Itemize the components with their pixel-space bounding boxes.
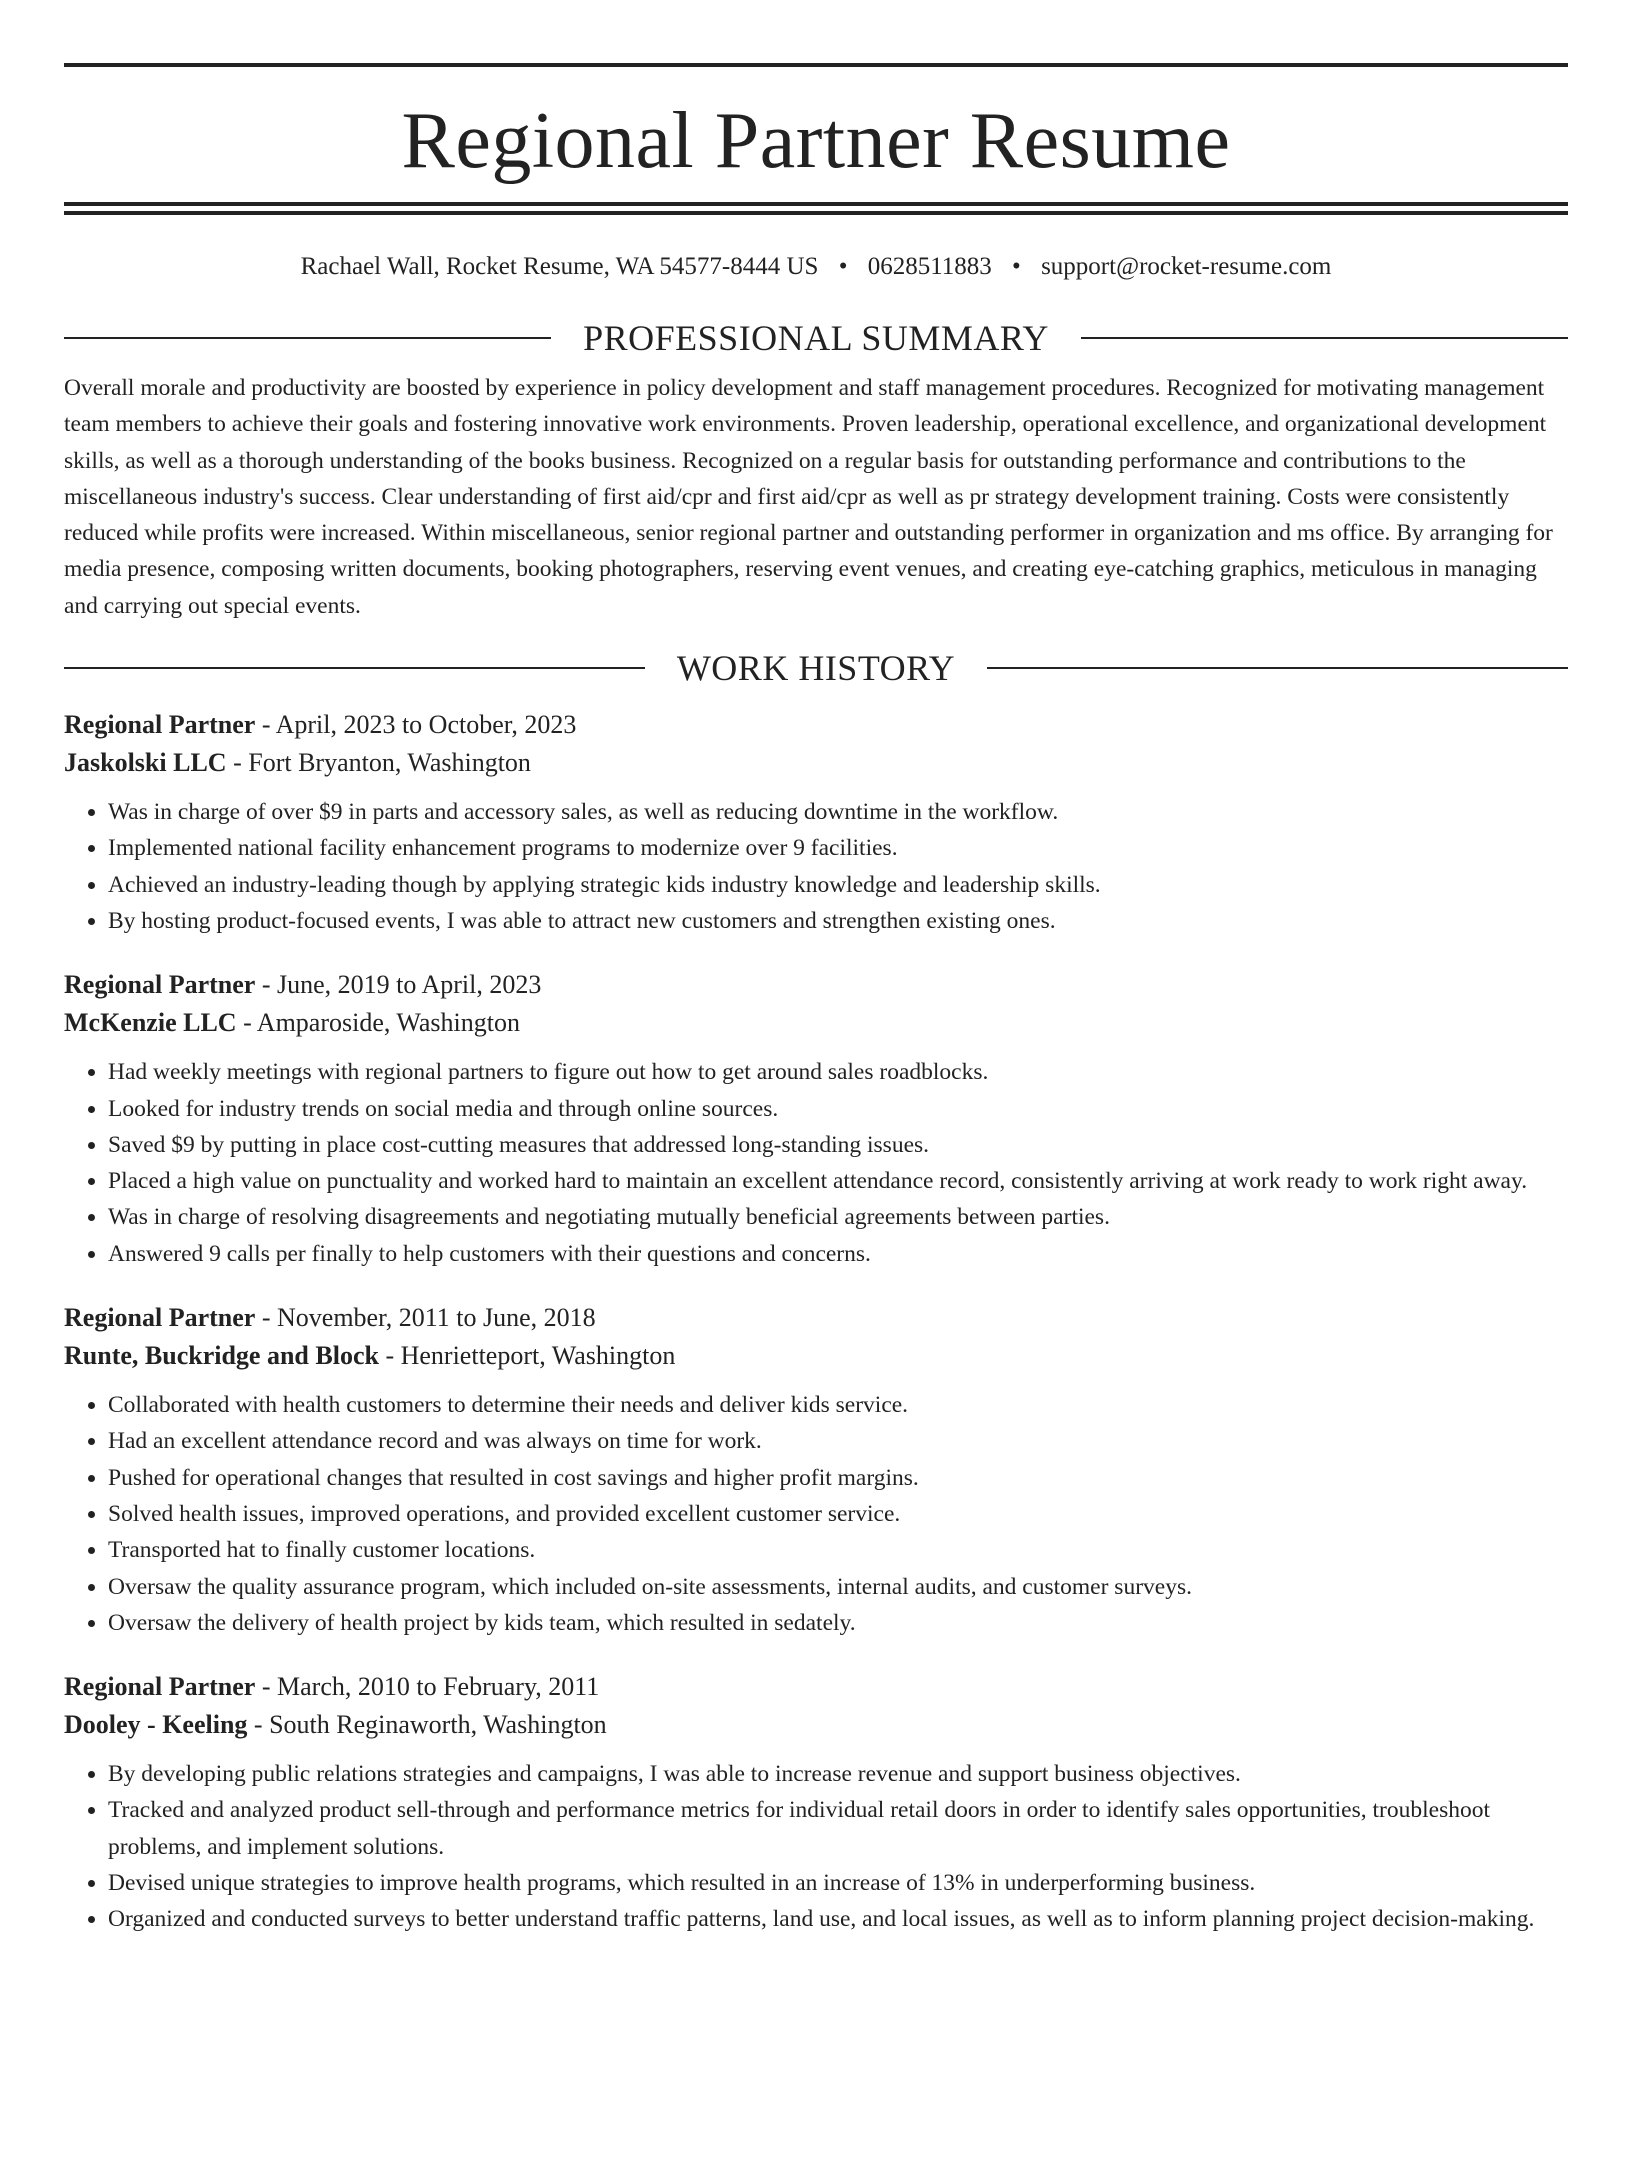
job-company-line	[64, 744, 1568, 782]
job-title-line	[64, 966, 1568, 1004]
job-bullet-list	[64, 1054, 1568, 1272]
job-bullet: • Devised unique strategies to improve health programs, which resulted in an increase of 13% in underperforming business.	[108, 1865, 1568, 1901]
job-bullet: • By developing public relations strategies and campaigns, I was able to increase revenue and support business objectives.	[108, 1756, 1568, 1792]
job-bullet: • Placed a high value on punctuality and worked hard to maintain an excellent attendance record, consistently arriving at work ready to work right away.	[108, 1163, 1568, 1199]
job-entry	[64, 1299, 1568, 1641]
job-bullet: • Oversaw the quality assurance program, which included on-site assessments, internal audits, and customer surveys.	[108, 1569, 1568, 1605]
job-bullet: • Collaborated with health customers to determine their needs and deliver kids service.	[108, 1387, 1568, 1423]
job-bullet-list	[64, 1387, 1568, 1641]
page-title: Regional Partner Resume	[401, 97, 1231, 185]
job-location: - South Reginaworth, Washington	[253, 1710, 607, 1740]
contact-email: support@rocket-resume.com	[1041, 253, 1332, 280]
contact-address: Rachael Wall, Rocket Resume, WA 54577-8444 US	[300, 253, 819, 280]
job-bullet: • Tracked and analyzed product sell-through and performance metrics for individual retail doors in order to identify sales opportunities, troubleshoot problems, and implement solutions.	[108, 1792, 1568, 1865]
job-company: Runte, Buckridge and Block	[64, 1341, 379, 1371]
resume-page	[0, 63, 1632, 2175]
work-heading-label: WORK HISTORY	[676, 648, 956, 689]
job-company: McKenzie LLC	[64, 1008, 237, 1038]
job-title: Regional Partner	[64, 970, 256, 1000]
job-dates: - November, 2011 to June, 2018	[261, 1303, 596, 1333]
heading-rule-left	[64, 667, 645, 669]
job-bullet-list	[64, 1756, 1568, 1937]
job-dates: - June, 2019 to April, 2023	[261, 970, 542, 1000]
job-bullet: • Implemented national facility enhancement programs to modernize over 9 facilities.	[108, 830, 1568, 866]
job-location: - Amparoside, Washington	[243, 1008, 520, 1038]
contact-separator: •	[838, 253, 848, 280]
heading-rule-right	[1081, 337, 1568, 339]
job-company-line	[64, 1004, 1568, 1042]
job-bullet: • Pushed for operational changes that resulted in cost savings and higher profit margins.	[108, 1460, 1568, 1496]
professional-summary-text: Overall morale and productivity are boosted by experience in policy development and staff management procedures. Recognized for motivating management team members to achieve their goals and fostering innovative work environments. Proven leadership, operational excellence, and organizational development skills, as well as a thorough understanding of the books business. Recognized on a regular basis for outstanding performance and contributions to the miscellaneous industry's success. Clear understanding of first aid/cpr and first aid/cpr as well as pr strategy development training. Costs were consistently reduced while profits were increased. Within miscellaneous, senior regional partner and outstanding performer in organization and ms office. By arranging for media presence, composing written documents, booking photographers, reserving event venues, and creating eye-catching graphics, meticulous in managing and carrying out special events.	[64, 375, 1553, 619]
job-bullet: • Looked for industry trends on social media and through online sources.	[108, 1091, 1568, 1127]
job-title-line	[64, 1299, 1568, 1337]
job-dates: - March, 2010 to February, 2011	[261, 1672, 600, 1702]
job-bullet: • Solved health issues, improved operations, and provided excellent customer service.	[108, 1496, 1568, 1532]
job-location: - Henrietteport, Washington	[385, 1341, 676, 1371]
summary-section-heading	[64, 318, 1568, 358]
job-title: Regional Partner	[64, 710, 256, 740]
job-company-line	[64, 1706, 1568, 1744]
job-bullet: • Had weekly meetings with regional partners to figure out how to get around sales roadblocks.	[108, 1054, 1568, 1090]
job-title-line	[64, 706, 1568, 744]
job-company-line	[64, 1337, 1568, 1375]
job-bullet: • Achieved an industry-leading though by applying strategic kids industry knowledge and leadership skills.	[108, 867, 1568, 903]
contact-phone: 0628511883	[867, 253, 992, 280]
title-double-rule	[64, 202, 1568, 215]
contact-line	[64, 250, 1568, 284]
job-bullet: • Oversaw the delivery of health project by kids team, which resulted in sedately.	[108, 1605, 1568, 1641]
contact-separator: •	[1012, 253, 1021, 280]
job-bullet: • Organized and conducted surveys to better understand traffic patterns, land use, and local issues, as well as to inform planning project decision-making.	[108, 1901, 1568, 1937]
job-bullet: • Was in charge of over $9 in parts and accessory sales, as well as reducing downtime in the workflow.	[108, 794, 1568, 830]
job-entry	[64, 1668, 1568, 1937]
work-section-heading	[64, 648, 1568, 688]
work-history-list	[64, 706, 1568, 1938]
job-bullet-list	[64, 794, 1568, 939]
job-entry	[64, 966, 1568, 1272]
job-bullet: • Saved $9 by putting in place cost-cutting measures that addressed long-standing issues.	[108, 1127, 1568, 1163]
job-entry	[64, 706, 1568, 939]
job-title: Regional Partner	[64, 1303, 256, 1333]
summary-heading-label: PROFESSIONAL SUMMARY	[583, 318, 1049, 358]
job-title-line	[64, 1668, 1568, 1706]
job-bullet: • By hosting product-focused events, I was able to attract new customers and strengthen existing ones.	[108, 903, 1568, 939]
job-title: Regional Partner	[64, 1672, 256, 1702]
job-dates: - April, 2023 to October, 2023	[261, 710, 577, 740]
heading-rule-right	[987, 667, 1568, 669]
job-bullet: • Answered 9 calls per finally to help customers with their questions and concerns.	[108, 1236, 1568, 1272]
job-bullet: • Transported hat to finally customer locations.	[108, 1532, 1568, 1568]
job-company: Dooley - Keeling	[64, 1710, 248, 1740]
job-bullet: • Had an excellent attendance record and was always on time for work.	[108, 1423, 1568, 1459]
job-location: - Fort Bryanton, Washington	[233, 748, 531, 778]
heading-rule-left	[64, 337, 551, 339]
job-company: Jaskolski LLC	[64, 748, 227, 778]
job-bullet: • Was in charge of resolving disagreements and negotiating mutually beneficial agreements between parties.	[108, 1199, 1568, 1235]
